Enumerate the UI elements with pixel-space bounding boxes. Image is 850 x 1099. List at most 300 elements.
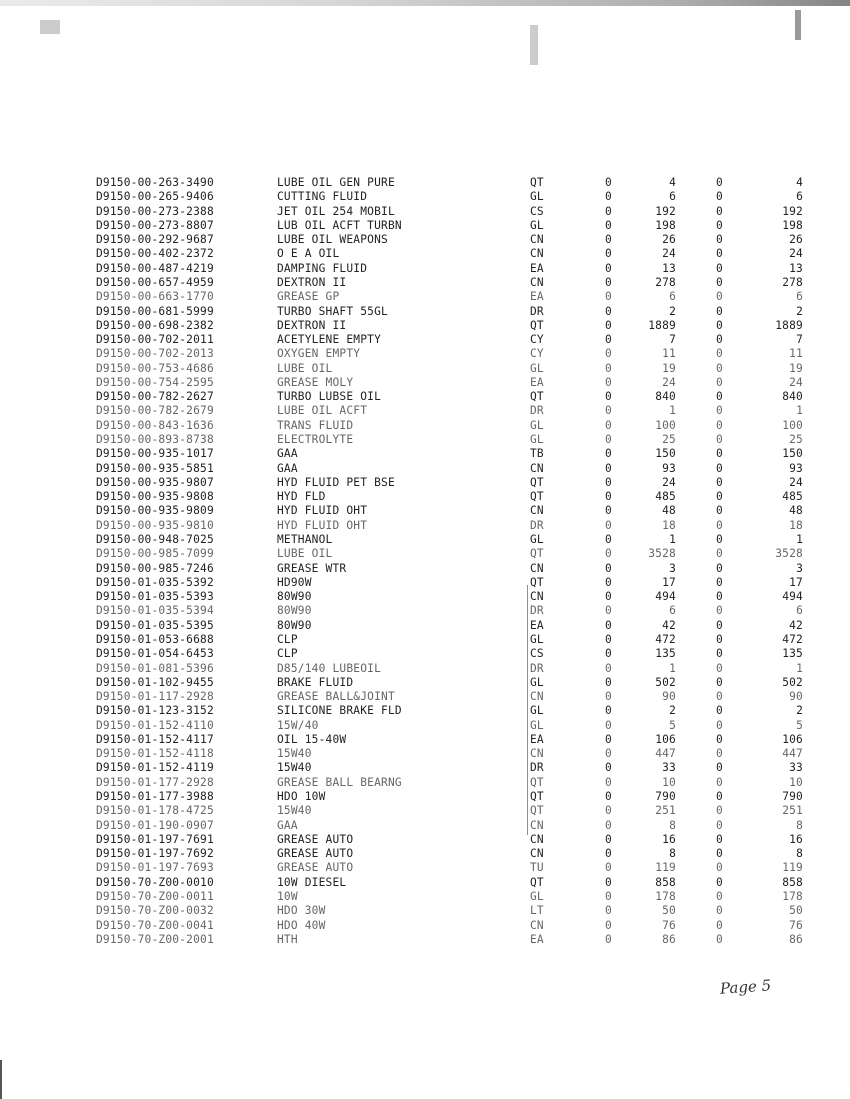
qty-col-2: 472	[655, 632, 676, 646]
stock-number: D9150-00-935-9809	[96, 504, 214, 518]
stock-number: D9150-01-054-6453	[96, 647, 214, 661]
item-description: DEXTRON II	[277, 318, 347, 332]
unit-of-issue: TB	[530, 447, 544, 461]
unit-of-issue: TU	[530, 861, 544, 875]
qty-col-2: 1	[669, 404, 676, 418]
table-row	[0, 890, 850, 904]
stock-number: D9150-01-152-4117	[96, 732, 214, 746]
qty-col-4: 6	[796, 290, 803, 304]
qty-col-2: 24	[662, 475, 676, 489]
qty-col-3: 0	[716, 575, 723, 589]
qty-col-1: 0	[605, 333, 612, 347]
qty-col-4: 1	[796, 661, 803, 675]
stock-number: D9150-70-Z00-2001	[96, 932, 214, 946]
stock-number: D9150-00-663-1770	[96, 290, 214, 304]
item-description: OIL 15-40W	[277, 732, 347, 746]
qty-col-1: 0	[605, 176, 612, 189]
unit-of-issue: DR	[530, 604, 544, 618]
item-description: DEXTRON II	[277, 275, 347, 289]
stock-number: D9150-01-152-4110	[96, 718, 214, 732]
qty-col-1: 0	[605, 618, 612, 632]
qty-col-4: 100	[782, 418, 803, 432]
qty-col-3: 0	[716, 790, 723, 804]
qty-col-3: 0	[716, 247, 723, 261]
stock-number: D9150-01-053-6688	[96, 632, 214, 646]
unit-of-issue: QT	[530, 575, 544, 589]
stock-number: D9150-01-081-5396	[96, 661, 214, 675]
item-description: ELECTROLYTE	[277, 433, 354, 447]
item-description: HTH	[277, 932, 298, 946]
qty-col-3: 0	[716, 275, 723, 289]
qty-col-3: 0	[716, 690, 723, 704]
qty-col-4: 11	[789, 347, 803, 361]
unit-of-issue: CN	[530, 561, 544, 575]
table-row	[0, 933, 850, 947]
qty-col-1: 0	[605, 832, 612, 846]
unit-of-issue: EA	[530, 732, 544, 746]
table-row	[0, 419, 850, 433]
qty-col-4: 1889	[775, 318, 803, 332]
qty-col-4: 13	[789, 261, 803, 275]
stock-number: D9150-00-402-2372	[96, 247, 214, 261]
unit-of-issue: GL	[530, 675, 544, 689]
stock-number: D9150-70-Z00-0011	[96, 890, 214, 903]
unit-of-issue: CN	[530, 690, 544, 704]
unit-of-issue: CN	[530, 275, 544, 289]
qty-col-1: 0	[605, 790, 612, 804]
unit-of-issue: GL	[530, 361, 544, 375]
qty-col-4: 8	[796, 818, 803, 832]
item-description: LUB OIL ACFT TURBN	[277, 218, 402, 232]
qty-col-4: 86	[789, 932, 803, 946]
item-description: 15W40	[277, 761, 312, 775]
stock-number: D9150-00-782-2627	[96, 390, 214, 404]
table-row	[0, 347, 850, 361]
qty-col-4: 278	[782, 275, 803, 289]
qty-col-2: 100	[655, 418, 676, 432]
qty-col-1: 0	[605, 547, 612, 561]
qty-col-2: 33	[662, 761, 676, 775]
unit-of-issue: EA	[530, 261, 544, 275]
qty-col-3: 0	[716, 318, 723, 332]
qty-col-1: 0	[605, 390, 612, 404]
qty-col-2: 178	[655, 890, 676, 903]
stock-number: D9150-01-035-5394	[96, 604, 214, 618]
item-description: GREASE AUTO	[277, 847, 354, 861]
qty-col-1: 0	[605, 647, 612, 661]
table-row	[0, 919, 850, 933]
qty-col-2: 2	[669, 304, 676, 318]
qty-col-2: 790	[655, 790, 676, 804]
unit-of-issue: GL	[530, 632, 544, 646]
unit-of-issue: QT	[530, 790, 544, 804]
stock-number: D9150-00-657-4959	[96, 275, 214, 289]
qty-col-4: 447	[782, 747, 803, 761]
item-description: GREASE AUTO	[277, 861, 354, 875]
qty-col-2: 24	[662, 375, 676, 389]
stock-number: D9150-00-702-2011	[96, 333, 214, 347]
scan-edge-artifact	[0, 0, 850, 6]
table-row	[0, 562, 850, 576]
qty-col-1: 0	[605, 233, 612, 247]
item-description: TURBO SHAFT 55GL	[277, 304, 388, 318]
stock-number: D9150-01-035-5395	[96, 618, 214, 632]
qty-col-4: 24	[789, 375, 803, 389]
qty-col-3: 0	[716, 632, 723, 646]
unit-of-issue: CN	[530, 918, 544, 932]
stock-number: D9150-00-935-1017	[96, 447, 214, 461]
qty-col-1: 0	[605, 690, 612, 704]
stock-number: D9150-00-754-2595	[96, 375, 214, 389]
stock-number: D9150-00-935-9807	[96, 475, 214, 489]
table-row	[0, 290, 850, 304]
unit-of-issue: CN	[530, 461, 544, 475]
table-row	[0, 619, 850, 633]
qty-col-3: 0	[716, 890, 723, 903]
stock-number: D9150-01-152-4119	[96, 761, 214, 775]
table-row	[0, 647, 850, 661]
item-description: 10W DIESEL	[277, 875, 347, 889]
item-description: CLP	[277, 647, 298, 661]
item-description: 80W90	[277, 590, 312, 604]
qty-col-3: 0	[716, 176, 723, 189]
qty-col-2: 1889	[648, 318, 676, 332]
qty-col-4: 4	[796, 176, 803, 189]
stock-number: D9150-01-177-2928	[96, 775, 214, 789]
qty-col-3: 0	[716, 875, 723, 889]
table-row	[0, 876, 850, 890]
item-description: 80W90	[277, 604, 312, 618]
table-row	[0, 519, 850, 533]
stock-number: D9150-01-035-5392	[96, 575, 214, 589]
qty-col-3: 0	[716, 590, 723, 604]
unit-of-issue: CS	[530, 647, 544, 661]
item-description: HYD FLUID OHT	[277, 518, 368, 532]
item-description: HYD FLUID PET BSE	[277, 475, 395, 489]
qty-col-2: 16	[662, 832, 676, 846]
qty-col-4: 472	[782, 632, 803, 646]
qty-col-2: 11	[662, 347, 676, 361]
table-row	[0, 447, 850, 461]
qty-col-1: 0	[605, 404, 612, 418]
qty-col-2: 858	[655, 875, 676, 889]
qty-col-1: 0	[605, 932, 612, 946]
qty-col-4: 1	[796, 404, 803, 418]
table-row	[0, 504, 850, 518]
stock-number: D9150-70-Z00-0041	[96, 918, 214, 932]
qty-col-3: 0	[716, 718, 723, 732]
qty-col-3: 0	[716, 932, 723, 946]
qty-col-4: 90	[789, 690, 803, 704]
item-description: 80W90	[277, 618, 312, 632]
qty-col-4: 5	[796, 718, 803, 732]
unit-of-issue: QT	[530, 875, 544, 889]
qty-col-1: 0	[605, 218, 612, 232]
scan-speck	[795, 10, 801, 40]
table-row	[0, 747, 850, 761]
qty-col-1: 0	[605, 347, 612, 361]
table-row	[0, 904, 850, 918]
item-description: LUBE OIL	[277, 547, 333, 561]
qty-col-3: 0	[716, 618, 723, 632]
qty-col-2: 2	[669, 704, 676, 718]
qty-col-1: 0	[605, 533, 612, 546]
qty-col-2: 6	[669, 190, 676, 204]
qty-col-1: 0	[605, 518, 612, 532]
qty-col-2: 4	[669, 176, 676, 189]
qty-col-4: 26	[789, 233, 803, 247]
qty-col-1: 0	[605, 747, 612, 761]
item-description: CUTTING FLUID	[277, 190, 368, 204]
unit-of-issue: QT	[530, 176, 544, 189]
unit-of-issue: GL	[530, 890, 544, 903]
stock-number: D9150-00-753-4686	[96, 361, 214, 375]
table-row	[0, 247, 850, 261]
qty-col-1: 0	[605, 732, 612, 746]
unit-of-issue: EA	[530, 290, 544, 304]
item-description: GREASE GP	[277, 290, 340, 304]
qty-col-1: 0	[605, 275, 612, 289]
qty-col-2: 76	[662, 918, 676, 932]
qty-col-4: 135	[782, 647, 803, 661]
qty-col-2: 150	[655, 447, 676, 461]
table-row	[0, 676, 850, 690]
qty-col-2: 26	[662, 233, 676, 247]
qty-col-1: 0	[605, 904, 612, 918]
scan-speck	[40, 20, 60, 34]
qty-col-1: 0	[605, 290, 612, 304]
qty-col-2: 5	[669, 718, 676, 732]
qty-col-3: 0	[716, 261, 723, 275]
qty-col-2: 17	[662, 575, 676, 589]
table-row	[0, 861, 850, 875]
qty-col-3: 0	[716, 704, 723, 718]
stock-number: D9150-00-935-9808	[96, 490, 214, 504]
item-description: DAMPING FLUID	[277, 261, 368, 275]
qty-col-4: 251	[782, 804, 803, 818]
unit-of-issue: QT	[530, 475, 544, 489]
qty-col-2: 119	[655, 861, 676, 875]
table-row	[0, 404, 850, 418]
qty-col-2: 6	[669, 604, 676, 618]
qty-col-2: 13	[662, 261, 676, 275]
scan-speck	[530, 25, 538, 65]
qty-col-1: 0	[605, 461, 612, 475]
qty-col-1: 0	[605, 475, 612, 489]
qty-col-2: 48	[662, 504, 676, 518]
qty-col-4: 42	[789, 618, 803, 632]
stock-number: D9150-00-698-2382	[96, 318, 214, 332]
qty-col-2: 840	[655, 390, 676, 404]
table-row	[0, 662, 850, 676]
item-description: HYD FLD	[277, 490, 326, 504]
item-description: 15W40	[277, 804, 312, 818]
stock-number: D9150-01-177-3988	[96, 790, 214, 804]
item-description: GAA	[277, 447, 298, 461]
stock-number: D9150-00-985-7099	[96, 547, 214, 561]
qty-col-4: 192	[782, 204, 803, 218]
table-row	[0, 761, 850, 775]
table-row	[0, 633, 850, 647]
stock-number: D9150-01-178-4725	[96, 804, 214, 818]
item-description: 15W/40	[277, 718, 319, 732]
unit-of-issue: EA	[530, 618, 544, 632]
table-row	[0, 276, 850, 290]
qty-col-1: 0	[605, 875, 612, 889]
qty-col-4: 16	[789, 832, 803, 846]
qty-col-2: 6	[669, 290, 676, 304]
item-description: LUBE OIL WEAPONS	[277, 233, 388, 247]
table-row	[0, 262, 850, 276]
qty-col-1: 0	[605, 804, 612, 818]
stock-number: D9150-00-487-4219	[96, 261, 214, 275]
qty-col-3: 0	[716, 304, 723, 318]
qty-col-2: 93	[662, 461, 676, 475]
table-row	[0, 833, 850, 847]
table-row	[0, 733, 850, 747]
qty-col-3: 0	[716, 361, 723, 375]
qty-col-4: 25	[789, 433, 803, 447]
stock-number: D9150-00-292-9687	[96, 233, 214, 247]
qty-col-2: 25	[662, 433, 676, 447]
qty-col-3: 0	[716, 218, 723, 232]
qty-col-1: 0	[605, 261, 612, 275]
column-rule	[527, 585, 528, 835]
item-description: TRANS FLUID	[277, 418, 354, 432]
unit-of-issue: GL	[530, 704, 544, 718]
qty-col-2: 485	[655, 490, 676, 504]
qty-col-2: 18	[662, 518, 676, 532]
qty-col-2: 494	[655, 590, 676, 604]
unit-of-issue: EA	[530, 932, 544, 946]
table-row	[0, 376, 850, 390]
unit-of-issue: EA	[530, 375, 544, 389]
item-description: GREASE BALL&JOINT	[277, 690, 395, 704]
qty-col-3: 0	[716, 518, 723, 532]
item-description: GREASE AUTO	[277, 832, 354, 846]
item-description: METHANOL	[277, 533, 333, 546]
table-row	[0, 462, 850, 476]
stock-number: D9150-01-102-9455	[96, 675, 214, 689]
stock-number: D9150-70-Z00-0032	[96, 904, 214, 918]
qty-col-3: 0	[716, 747, 723, 761]
qty-col-4: 7	[796, 333, 803, 347]
qty-col-3: 0	[716, 204, 723, 218]
unit-of-issue: CN	[530, 847, 544, 861]
unit-of-issue: CY	[530, 333, 544, 347]
qty-col-3: 0	[716, 861, 723, 875]
qty-col-1: 0	[605, 675, 612, 689]
stock-number: D9150-01-197-7692	[96, 847, 214, 861]
item-description: GAA	[277, 461, 298, 475]
qty-col-3: 0	[716, 190, 723, 204]
qty-col-4: 3	[796, 561, 803, 575]
unit-of-issue: GL	[530, 190, 544, 204]
qty-col-1: 0	[605, 590, 612, 604]
qty-col-4: 48	[789, 504, 803, 518]
stock-number: D9150-00-843-1636	[96, 418, 214, 432]
qty-col-1: 0	[605, 190, 612, 204]
item-description: GREASE WTR	[277, 561, 347, 575]
qty-col-1: 0	[605, 304, 612, 318]
table-row	[0, 719, 850, 733]
unit-of-issue: CN	[530, 504, 544, 518]
qty-col-4: 10	[789, 775, 803, 789]
qty-col-3: 0	[716, 761, 723, 775]
unit-of-issue: GL	[530, 218, 544, 232]
unit-of-issue: CN	[530, 832, 544, 846]
stock-number: D9150-00-273-8807	[96, 218, 214, 232]
item-description: CLP	[277, 632, 298, 646]
table-row	[0, 476, 850, 490]
unit-of-issue: CN	[530, 590, 544, 604]
qty-col-3: 0	[716, 375, 723, 389]
qty-col-3: 0	[716, 804, 723, 818]
qty-col-4: 6	[796, 190, 803, 204]
item-description: HYD FLUID OHT	[277, 504, 368, 518]
table-row	[0, 533, 850, 547]
qty-col-4: 119	[782, 861, 803, 875]
stock-number: D9150-70-Z00-0010	[96, 875, 214, 889]
qty-col-3: 0	[716, 504, 723, 518]
scan-edge-mark	[0, 1060, 2, 1099]
stock-number: D9150-01-035-5393	[96, 590, 214, 604]
qty-col-3: 0	[716, 233, 723, 247]
item-description: O E A OIL	[277, 247, 340, 261]
item-description: 15W40	[277, 747, 312, 761]
table-row	[0, 305, 850, 319]
qty-col-4: 93	[789, 461, 803, 475]
qty-col-1: 0	[605, 433, 612, 447]
qty-col-1: 0	[605, 761, 612, 775]
table-row	[0, 547, 850, 561]
qty-col-3: 0	[716, 461, 723, 475]
stock-number: D9150-01-197-7691	[96, 832, 214, 846]
qty-col-4: 24	[789, 475, 803, 489]
item-description: GREASE MOLY	[277, 375, 354, 389]
qty-col-3: 0	[716, 775, 723, 789]
qty-col-2: 50	[662, 904, 676, 918]
qty-col-4: 2	[796, 704, 803, 718]
unit-of-issue: DR	[530, 304, 544, 318]
qty-col-4: 18	[789, 518, 803, 532]
qty-col-3: 0	[716, 904, 723, 918]
table-row	[0, 776, 850, 790]
unit-of-issue: DR	[530, 404, 544, 418]
unit-of-issue: QT	[530, 318, 544, 332]
stock-number: D9150-00-893-8738	[96, 433, 214, 447]
qty-col-4: 17	[789, 575, 803, 589]
qty-col-1: 0	[605, 361, 612, 375]
qty-col-4: 150	[782, 447, 803, 461]
qty-col-4: 494	[782, 590, 803, 604]
stock-number: D9150-01-190-0907	[96, 818, 214, 832]
table-row	[0, 390, 850, 404]
item-description: HDO 40W	[277, 918, 326, 932]
qty-col-2: 3528	[648, 547, 676, 561]
table-row	[0, 433, 850, 447]
qty-col-4: 19	[789, 361, 803, 375]
stock-number: D9150-01-123-3152	[96, 704, 214, 718]
stock-number: D9150-00-273-2388	[96, 204, 214, 218]
qty-col-3: 0	[716, 647, 723, 661]
qty-col-4: 33	[789, 761, 803, 775]
item-description: ACETYLENE EMPTY	[277, 333, 382, 347]
item-description: OXYGEN EMPTY	[277, 347, 361, 361]
qty-col-4: 198	[782, 218, 803, 232]
qty-col-1: 0	[605, 375, 612, 389]
qty-col-2: 192	[655, 204, 676, 218]
